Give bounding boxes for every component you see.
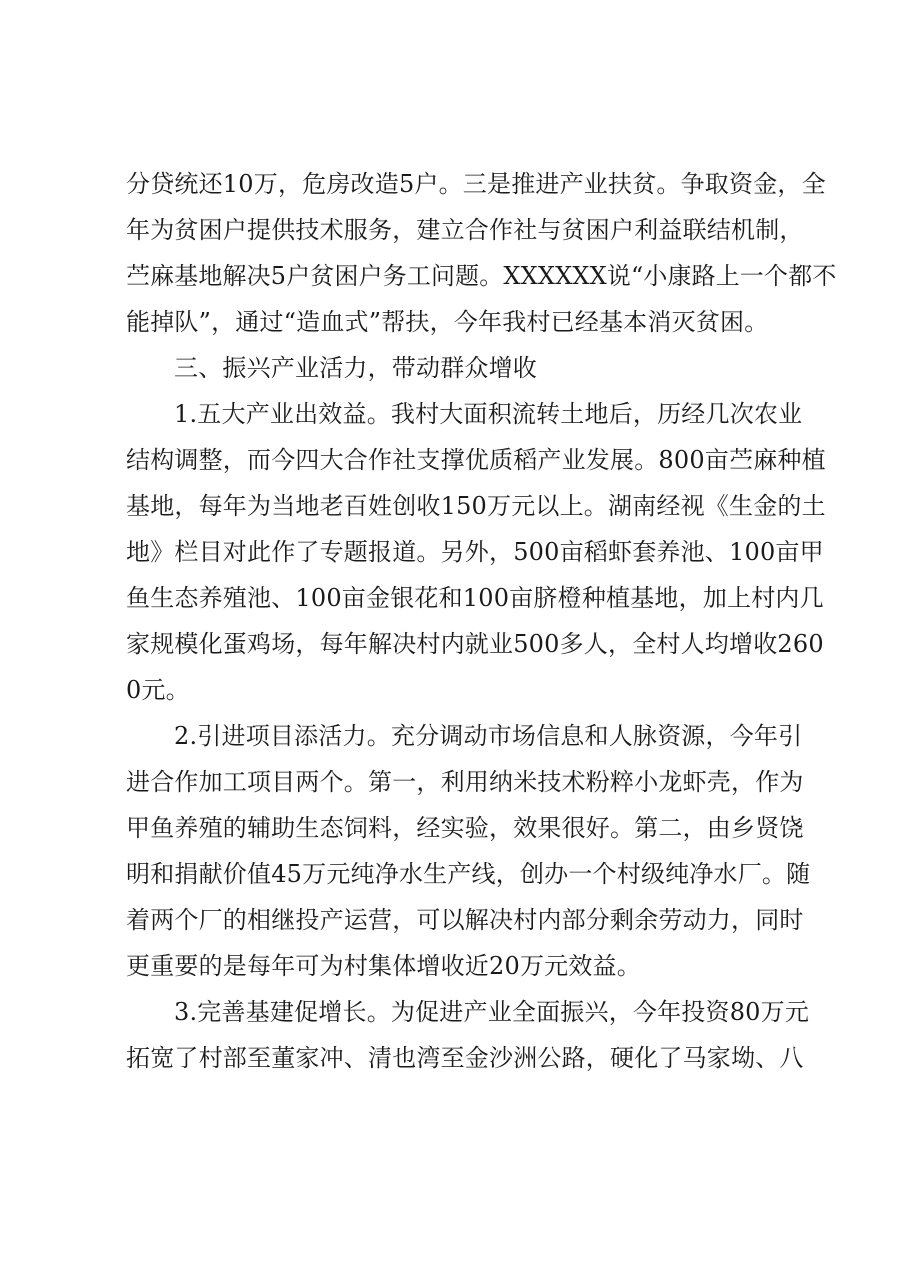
- text-line: 能掉队”，通过“造血式”帮扶，今年我村已经基本消灭贫困。: [126, 308, 769, 336]
- text-line: 拓宽了村部至董家冲、清也湾至金沙洲公路，硬化了马家坳、八: [126, 1044, 804, 1072]
- text-line: 家规模化蛋鸡场，每年解决村内就业500多人，全村人均增收260: [126, 630, 824, 658]
- text-line: 地》栏目对此作了专题报道。另外，500亩稻虾套养池、100亩甲: [126, 538, 824, 566]
- text-line: 着两个厂的相继投产运营，可以解决村内部分剩余劳动力，同时: [126, 906, 804, 934]
- text-line: 更重要的是每年可为村集体增收近20万元效益。: [126, 952, 641, 980]
- text-line: 结构调整，而今四大合作社支撑优质稻产业发展。800亩苎麻种植: [126, 446, 826, 474]
- text-line: 进合作加工项目两个。第一，利用纳米技术粉粹小龙虾壳，作为: [126, 768, 804, 796]
- text-line: 鱼生态养殖池、100亩金银花和100亩脐橙种植基地，加上村内几: [126, 584, 824, 612]
- text-line: 基地，每年为当地老百姓创收150万元以上。湖南经视《生金的土: [126, 492, 826, 520]
- paragraph-start: 3.完善基建促增长。为促进产业全面振兴，今年投资80万元: [174, 998, 810, 1026]
- text-line: 明和捐献价值45万元纯净水生产线，创办一个村级纯净水厂。随: [126, 860, 811, 888]
- text-line: 苎麻基地解决5户贫困户务工问题。XXXXXX说“小康路上一个都不: [126, 262, 837, 290]
- text-line: 分贷统还10万，危房改造5户。三是推进产业扶贫。争取资金，全: [126, 170, 826, 198]
- section-heading: 三、振兴产业活力，带动群众增收: [174, 354, 537, 382]
- paragraph-start: 2.引进项目添活力。充分调动市场信息和人脉资源，今年引: [174, 722, 803, 750]
- text-line: 甲鱼养殖的辅助生态饲料，经实验，效果很好。第二，由乡贤饶: [126, 814, 804, 842]
- text-line: 0元。: [126, 676, 190, 704]
- text-line: 年为贫困户提供技术服务，建立合作社与贫困户利益联结机制，: [126, 216, 804, 244]
- paragraph-start: 1.五大产业出效益。我村大面积流转土地后，历经几次农业: [174, 400, 803, 428]
